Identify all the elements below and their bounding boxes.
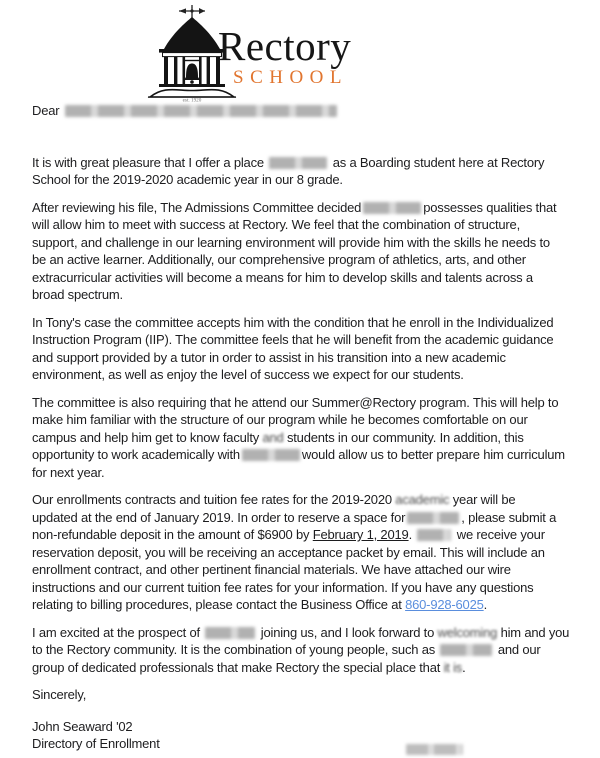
letter-line xyxy=(32,349,577,367)
text-segment: Dear xyxy=(32,103,63,118)
letter-line xyxy=(32,171,577,189)
text-segment: relating to billing procedures, please contact the Business Office at xyxy=(32,597,406,612)
letter-line xyxy=(32,446,577,464)
text-segment: . xyxy=(483,597,488,612)
text-segment: him and you xyxy=(497,624,570,640)
paragraph-p5 xyxy=(32,491,577,614)
letter-line xyxy=(32,509,577,527)
text-segment: opportunity to work academically with xyxy=(32,447,240,462)
text-segment: Directory of Enrollment xyxy=(32,736,160,751)
school-name: Rectory xyxy=(218,23,352,69)
paragraph-signature xyxy=(32,718,577,753)
text-segment: for next year. xyxy=(32,464,105,480)
text-segment: extracurricular activities will become a means for him to develop skills and talents across a xyxy=(32,269,533,285)
school-logo-text xyxy=(218,23,352,88)
text-segment: After reviewing his file, The Admissions Committee decided xyxy=(32,199,362,215)
letter-line xyxy=(32,659,577,677)
letter-line xyxy=(32,394,577,412)
text-segment: make him familiar with the structure of our program while he becomes comfortable on our xyxy=(32,412,528,427)
text-segment: to the Rectory community. It is the combination of young people, such as xyxy=(32,642,439,657)
letter-line xyxy=(32,216,577,234)
letter-line xyxy=(32,234,577,252)
redacted-text xyxy=(242,449,300,461)
redacted-text xyxy=(407,512,459,524)
paragraph-p6 xyxy=(32,624,577,677)
logo-est-text: est. 1920 xyxy=(182,97,202,102)
text-segment: John Seaward '02 xyxy=(32,718,133,734)
text-segment: Our enrollments contracts and tuition fee rates for the 2019-2020 xyxy=(32,492,396,507)
blurred-text: academic xyxy=(395,492,450,507)
redacted-text xyxy=(417,529,451,541)
text-segment: non-refundable deposit in the amount of $6900 by xyxy=(32,527,313,542)
paragraph-p4 xyxy=(32,394,577,482)
text-segment: joining us, and I look forward to xyxy=(257,624,438,640)
text-segment: enrollment contract, and other pertinent financial materials. We have attached our wire xyxy=(32,562,511,577)
letter-line xyxy=(32,429,577,447)
text-segment: In Tony's case the committee accepts him with the condition that he enroll in the Individualized xyxy=(32,314,554,330)
text-segment: reservation deposit, you will be receiving an acceptance packet by email. This will include an xyxy=(32,544,545,560)
phone-link[interactable]: 860-928-6025 xyxy=(405,597,484,612)
redacted-text xyxy=(205,627,255,639)
blurred-text: welcoming xyxy=(437,624,498,640)
blurred-text: it is xyxy=(443,659,463,675)
text-segment: instructions and our current tuition fee rates for your information. If you have any questions xyxy=(32,579,534,595)
letter-line xyxy=(32,735,577,753)
letter-line xyxy=(32,686,577,704)
paragraph-closing xyxy=(32,686,577,704)
letter-line xyxy=(32,491,577,509)
letter-line xyxy=(32,269,577,287)
text-segment: as a Boarding student here at Rectory xyxy=(329,154,545,170)
text-segment: support, and challenge in our learning environment will provide him with the skills he needs to xyxy=(32,234,550,250)
text-segment: The committee is also requiring that he attend our Summer@Rectory program. This will help to xyxy=(32,394,559,410)
text-segment: be an active learner. Additionally, our comprehensive program of athletics, arts, and other xyxy=(32,252,526,267)
letter-line xyxy=(32,314,577,332)
text-segment: and our xyxy=(494,642,541,657)
text-segment: students in our community. In addition, this xyxy=(283,429,524,445)
text-segment: Sincerely, xyxy=(32,687,87,702)
letter-line xyxy=(32,718,577,736)
text-segment: . xyxy=(462,659,466,675)
letter-line xyxy=(32,561,577,579)
school-logo xyxy=(146,2,351,102)
text-segment: environment, as well as enjoy the level of success we expect for our students. xyxy=(32,367,464,382)
text-segment: would allow us to better prepare him curriculum xyxy=(301,447,565,462)
letter-line xyxy=(32,366,577,384)
letter-line xyxy=(32,251,577,269)
paragraph-p3 xyxy=(32,314,577,384)
letter-line xyxy=(32,411,577,429)
underlined-date: February 1, 2019 xyxy=(312,527,409,542)
letter-line xyxy=(32,596,577,614)
text-segment: . xyxy=(408,527,416,542)
letter-line xyxy=(32,154,577,172)
letter-line xyxy=(32,286,577,304)
text-segment: School for the 2019-2020 academic year in our 8 grade. xyxy=(32,172,343,187)
text-segment: , please submit a xyxy=(461,509,557,525)
text-segment: possesses qualities that xyxy=(423,199,557,215)
text-segment: we receive your xyxy=(453,527,545,542)
redacted-text xyxy=(65,105,337,117)
text-segment: will allow him to meet with success at Rectory. We feel that the combination of structure, xyxy=(32,217,521,232)
text-segment: group of dedicated professionals that make Rectory the special place that xyxy=(32,659,444,675)
letter-line xyxy=(32,464,577,482)
redacted-text xyxy=(269,157,327,169)
letter-line xyxy=(32,526,577,544)
letter-line xyxy=(32,331,577,349)
letter-line xyxy=(32,102,577,120)
letter-line xyxy=(32,544,577,562)
text-segment: Instruction Program (IIP). The committee feels that he will benefit from the academic guidance xyxy=(32,332,554,347)
text-segment: broad spectrum. xyxy=(32,287,123,302)
text-segment: campus and help him get to know faculty xyxy=(32,429,263,445)
letter-line xyxy=(32,199,577,217)
redacted-text xyxy=(440,644,492,656)
letter-line xyxy=(32,579,577,597)
redacted-text xyxy=(406,744,463,755)
paragraph-p1 xyxy=(32,154,577,189)
letter-body xyxy=(32,102,577,753)
paragraph-salutation xyxy=(32,102,577,120)
paragraph-p2 xyxy=(32,199,577,304)
text-segment: year will be xyxy=(449,492,516,507)
letter-line xyxy=(32,641,577,659)
letter-line xyxy=(32,624,577,642)
text-segment: updated at the end of January 2019. In order to reserve a space for xyxy=(32,509,406,525)
redacted-text xyxy=(363,202,421,214)
blurred-text: and xyxy=(262,429,284,445)
text-segment: It is with great pleasure that I offer a place xyxy=(32,154,268,170)
text-segment: and support provided by a tutor in order to assist in his transition into a new academic xyxy=(32,349,506,365)
school-name-sub: SCHOOL xyxy=(233,67,349,88)
text-segment: I am excited at the prospect of xyxy=(32,624,204,640)
